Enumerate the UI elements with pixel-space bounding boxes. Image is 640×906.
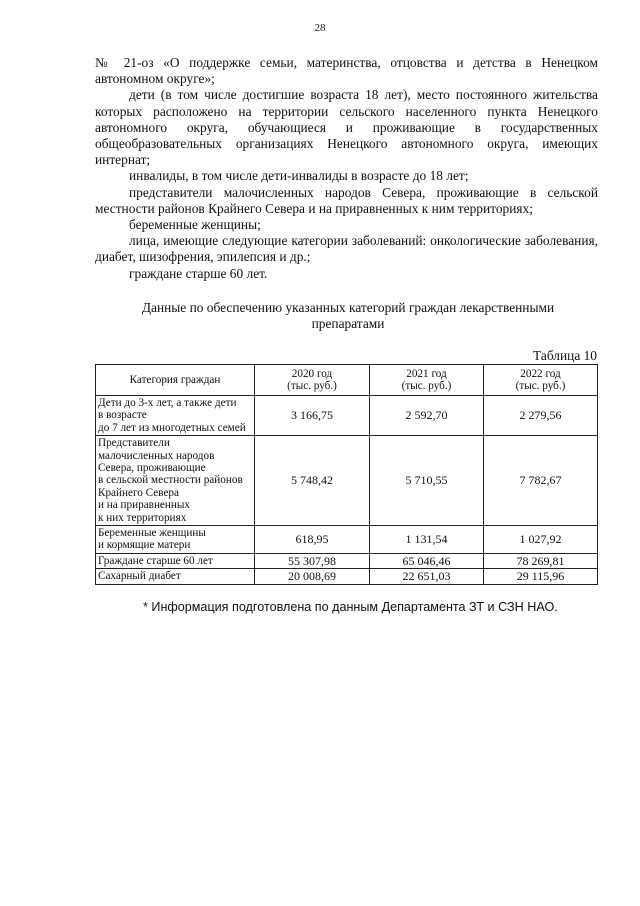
category-line: Представители: [98, 437, 170, 450]
value-2021: 5 710,55: [370, 436, 484, 526]
value-2020: 618,95: [255, 526, 370, 554]
category-line: в возрасте: [98, 409, 147, 422]
header-2021: [370, 365, 484, 396]
category-line: малочисленных народов: [98, 449, 215, 462]
value-2020: 55 307,98: [255, 553, 370, 568]
category-line: к них территориях: [98, 511, 187, 524]
footnote: * Информация подготовлена по данным Департамента ЗТ и СЗН НАО.: [143, 600, 558, 614]
paragraph-diseases: лица, имеющие следующие категории заболеваний: онкологические заболевания, диабет, шизофрения, эпилепсия и др.;: [95, 233, 598, 265]
value-2020: 5 748,42: [255, 436, 370, 526]
value-2021: 2 592,70: [370, 396, 484, 436]
header-2020-unit: (тыс. руб.): [287, 380, 337, 392]
row-category: [96, 569, 255, 584]
value-2021: 1 131,54: [370, 526, 484, 554]
value-2021: 22 651,03: [370, 569, 484, 584]
paragraph-seniors: граждане старше 60 лет.: [129, 265, 268, 281]
value-2020: 3 166,75: [255, 396, 370, 436]
category-line: Севера, проживающие: [98, 462, 206, 475]
category-line: до 7 лет из многодетных семей: [98, 421, 246, 434]
table-row: [96, 526, 598, 554]
category-line: Граждане старше 60 лет: [98, 554, 213, 567]
value-2022: 1 027,92: [484, 526, 598, 554]
category-line: Сахарный диабет: [98, 570, 181, 583]
header-category-text: Категория граждан: [129, 373, 221, 386]
header-2021-year: 2021 год: [406, 367, 447, 380]
paragraph-law-reference: № 21-оз «О поддержке семьи, материнства, отцовства и детства в Ненецком автономном округе»;: [95, 55, 598, 87]
category-line: в сельской местности районов: [98, 474, 243, 487]
category-line: Дети до 3-х лет, а также дети: [98, 397, 237, 409]
body-text: [95, 55, 598, 282]
medication-supply-table: [95, 364, 598, 585]
header-2021-unit: (тыс. руб.): [401, 380, 452, 392]
header-2022-unit: (тыс. руб.): [515, 380, 566, 392]
value-2021: 65 046,46: [370, 553, 484, 568]
value-2022: 78 269,81: [484, 553, 598, 568]
table-label: Таблица 10: [533, 348, 597, 363]
category-line: и на приравненных: [98, 499, 190, 512]
value-2022: 2 279,56: [484, 396, 598, 436]
table-header-row: [96, 365, 598, 396]
page-number: 28: [314, 22, 326, 34]
paragraph-pregnant-women: беременные женщины;: [129, 217, 261, 233]
value-2022: 7 782,67: [484, 436, 598, 526]
table-row: [96, 569, 598, 584]
row-category: [96, 526, 255, 554]
value-2022: 29 115,96: [484, 569, 598, 584]
category-line: и кормящие матери: [98, 539, 191, 552]
header-2022: [484, 365, 598, 396]
table-row: [96, 396, 598, 436]
header-2020-year: 2020 год: [291, 367, 333, 380]
header-2022-year: 2022 год: [520, 367, 561, 380]
table-row: [96, 436, 598, 526]
section-title: Данные по обеспечению указанных категорий граждан лекарственными препаратами: [141, 300, 555, 331]
row-category: [96, 553, 255, 568]
paragraph-rural-children: дети (в том числе достигшие возраста 18 лет), место постоянного жительства которых расположено на территории сельского населенного пункта Ненецкого автономного округа, обучающиеся и проживающие в государственных общеобразовательных организациях Ненецкого автономного округа, имеющих интернат;: [95, 87, 598, 168]
table-row: [96, 553, 598, 568]
header-2020: [255, 365, 370, 396]
paragraph-northern-peoples: представители малочисленных народов Севера, проживающие в сельской местности районов Крайнего Севера и на приравненных к ним территориях;: [95, 184, 598, 216]
row-category: [96, 436, 255, 526]
header-category: [96, 365, 255, 396]
category-line: Беременные женщины: [98, 527, 206, 540]
category-line: Крайнего Севера: [98, 486, 179, 499]
value-2020: 20 008,69: [255, 569, 370, 584]
row-category: [96, 396, 255, 436]
paragraph-disabled: инвалиды, в том числе дети-инвалиды в возрасте до 18 лет;: [129, 168, 469, 184]
